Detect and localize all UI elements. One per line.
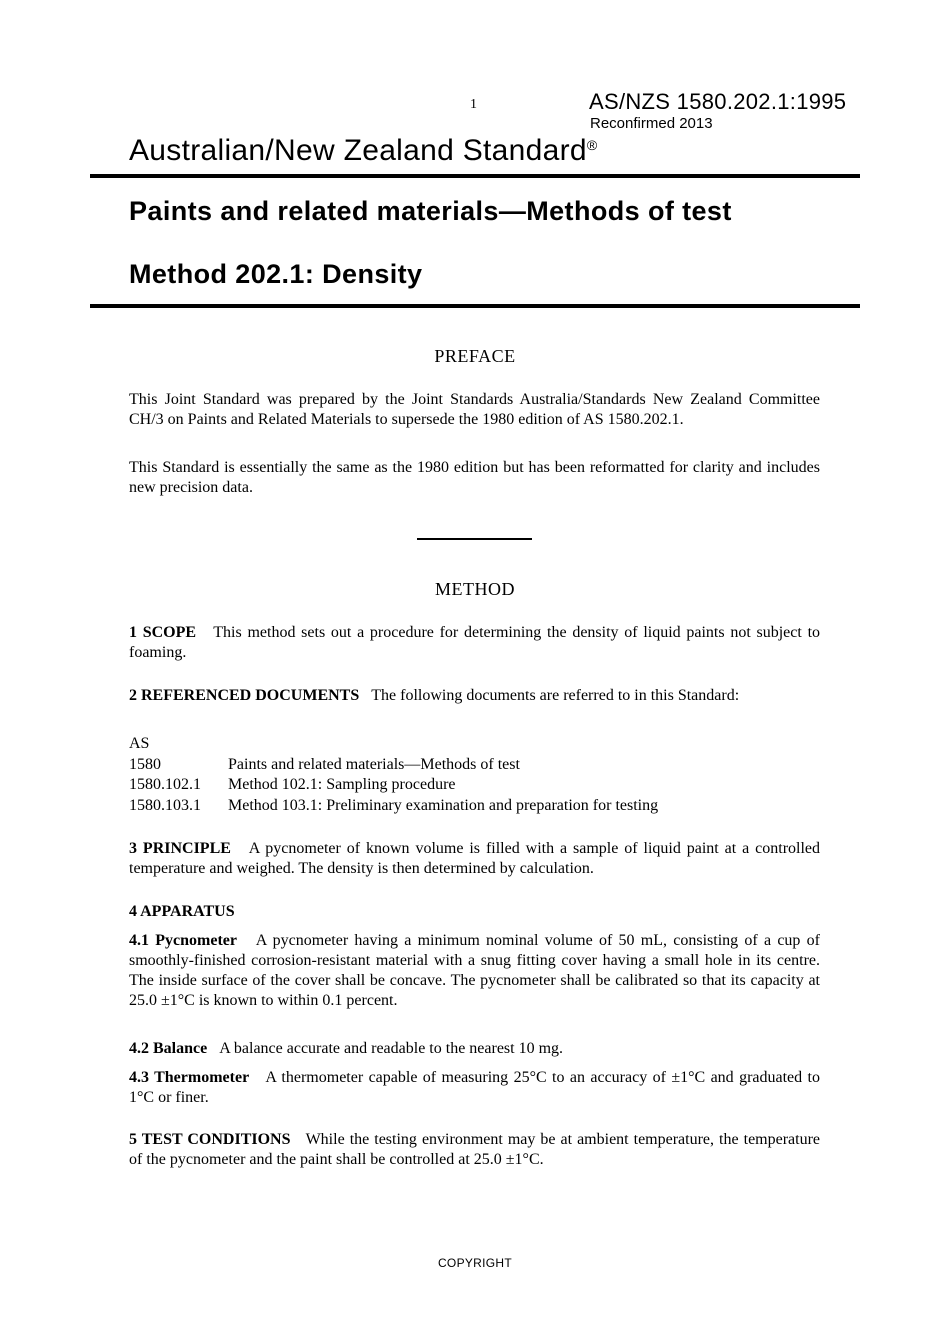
- section-referenced-documents: [129, 686, 820, 706]
- referenced-heading: 2 REFERENCED DOCUMENTS: [129, 687, 360, 704]
- pycnometer-text: A pycnometer having a minimum nominal volume of 50 mL, consisting of a cup of smoothly-finished corrosion-resistant material with a snug fitting cover having a small hole in its centre. The inside surface of the cover shall be concave. The pycnometer shall be calibrated so that its capacity at 25.0 ±1°C is known to within 0.1 percent.: [129, 932, 821, 1009]
- section-principle: [129, 839, 820, 879]
- section-scope: [129, 623, 820, 663]
- balance-heading: 4.2 Balance: [129, 1040, 208, 1057]
- principle-heading: 3 PRINCIPLE: [129, 840, 231, 857]
- preface-paragraph-1: This Joint Standard was prepared by the Joint Standards Australia/Standards New Zealand Committee CH/3 on Paints and Related Materials to supersede the 1980 edition of AS 1580.202.1.: [129, 391, 820, 428]
- reference-title: Method 103.1: Preliminary examination and preparation for testing: [228, 796, 659, 814]
- apparatus-heading: 4 APPARATUS: [129, 903, 235, 920]
- referenced-text: The following documents are referred to in this Standard:: [371, 687, 740, 704]
- balance-text: A balance accurate and readable to the nearest 10 mg.: [219, 1040, 564, 1057]
- subsection-thermometer: [129, 1068, 820, 1108]
- standard-number: AS/NZS 1580.202.1:1995: [589, 89, 847, 114]
- list-item: [129, 755, 658, 776]
- standard-type-text: Australian/New Zealand Standard: [129, 134, 587, 167]
- referenced-list: [129, 734, 658, 816]
- pycnometer-heading: 4.1 Pycnometer: [129, 932, 237, 949]
- principle-text: A pycnometer of known volume is filled with a sample of liquid paint at a controlled temperature and weighed. The density is then determined by calculation.: [129, 840, 821, 877]
- referenced-source: AS: [129, 735, 150, 752]
- section-test-conditions: [129, 1130, 820, 1170]
- section-divider: [417, 538, 532, 540]
- header-rule: [90, 174, 860, 178]
- subsection-balance: [129, 1039, 820, 1059]
- method-title: Method 202.1: Density: [129, 259, 423, 289]
- preface-heading: PREFACE: [434, 346, 516, 366]
- reference-code: 1580.103.1: [129, 796, 201, 814]
- copyright-footer: COPYRIGHT: [437, 1256, 513, 1270]
- reference-code: 1580: [129, 755, 161, 773]
- document-title: Paints and related materials—Methods of test: [129, 196, 732, 226]
- thermometer-text: A thermometer capable of measuring 25°C to an accuracy of ±1°C and graduated to 1°C or finer.: [129, 1069, 820, 1106]
- list-item: [129, 796, 658, 817]
- method-heading: METHOD: [435, 579, 515, 599]
- scope-heading: 1 SCOPE: [129, 624, 197, 641]
- preface-paragraph-2: This Standard is essentially the same as the 1980 edition but has been reformatted for clarity and includes new precision data.: [129, 459, 820, 496]
- standard-type: [129, 134, 598, 168]
- page-number: 1: [470, 97, 477, 112]
- conditions-heading: 5 TEST CONDITIONS: [129, 1131, 291, 1148]
- section-apparatus: [129, 902, 820, 922]
- scope-text: This method sets out a procedure for determining the density of liquid paints not subject to foaming.: [129, 624, 821, 661]
- title-rule: [90, 304, 860, 308]
- reconfirmed-note: Reconfirmed 2013: [590, 115, 713, 132]
- reference-title: Method 102.1: Sampling procedure: [228, 776, 456, 793]
- list-item: [129, 775, 658, 796]
- subsection-pycnometer: [129, 931, 820, 1011]
- reference-code: 1580.102.1: [129, 776, 201, 793]
- reference-title: Paints and related materials—Methods of test: [228, 755, 520, 773]
- thermometer-heading: 4.3 Thermometer: [129, 1069, 250, 1086]
- conditions-text: While the testing environment may be at ambient temperature, the temperature of the pycnometer and the paint shall be controlled at 25.0 ±1°C.: [129, 1131, 821, 1168]
- registered-mark: ®: [586, 137, 598, 153]
